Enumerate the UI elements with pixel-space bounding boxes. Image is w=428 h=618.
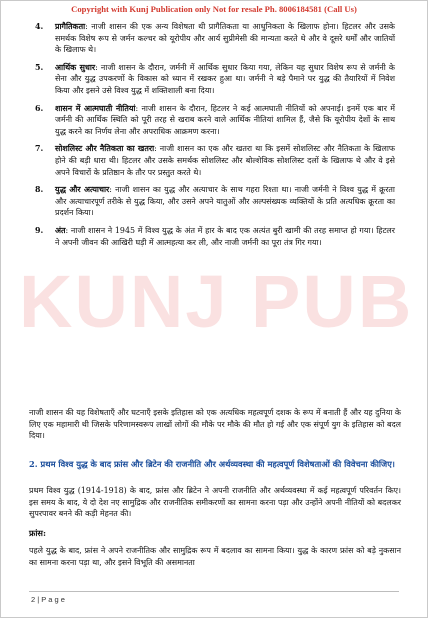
numbered-list bbox=[35, 21, 395, 254]
question-heading: 2. प्रथम विश्व युद्ध के बाद फ्रांस और ब्रिटेन की राजनीति और अर्थव्यवस्था की महत्वपूर्ण विशेषताओं की विवेचना कीजिए। bbox=[29, 459, 395, 469]
item-body bbox=[55, 103, 395, 138]
item-body bbox=[55, 62, 395, 97]
list-item bbox=[35, 103, 395, 138]
summary-paragraph: नाजी शासन की यह विशेषताएँ और घटनाएँ इसके इतिहास को एक अत्यधिक महत्वपूर्ण दशक के रूप में बनाती हैं और यह दुनिया के लिए एक महामारी थी जिसके परिणामस्वरूप लाखों लोगों की मौके पर मौके की मौत हो गई और एक संपूर्ण युग के इतिहास को बदल दिया। bbox=[29, 408, 401, 441]
page-number-footer: 2 | P a g e bbox=[31, 595, 65, 604]
france-paragraph: पहले युद्ध के बाद, फ्रांस ने अपने राजनीतिक और सामुद्रिक रूप में बदलाव का सामना किया। युद्ध के कारण फ्रांस को बड़े नुकसान का सामना करना पड़ा था, और इसने विभूति की असमानता bbox=[29, 546, 401, 567]
list-item bbox=[35, 21, 395, 56]
item-number: 4. bbox=[35, 22, 44, 31]
item-term: शासन में आत्मघाती नीतियां bbox=[55, 103, 136, 113]
item-text: : नाजी शासन के दौरान, जर्मनी में आर्थिक सुधार किया गया, लेकिन यह सुधार विशेष रूप से जर्मनी के सेना और युद्ध उपकरणों के विकास को ध्यान में रखकर हुआ था। जर्मनी ने बड़े पैमाने पर युद्ध की तैयारियों में निवेश किया और इसने उसे विश्व युद्ध में शक्तिशाली बना दिया। bbox=[55, 62, 395, 95]
copyright-header: Copyright with Kunj Publication only Not for resale Ph. 8006184581 (Call Us) bbox=[71, 4, 357, 14]
answer-intro-paragraph: प्रथम विश्व युद्ध (1914-1918) के बाद, फ्रांस और ब्रिटेन ने अपनी राजनीति और अर्थव्यवस्था में कई महत्वपूर्ण परिवर्तन किए। इस समय के बाद, ये दो देश नए सामुद्रिक और राजनीतिक समीकरणों का सामना करना पड़ा और उन्होंने अपनी नीतियों को बदलकर सुपरपावर बनने की कड़ी मेहनत की। bbox=[29, 486, 401, 519]
item-text: : नाजी शासन ने 1945 में विश्व युद्ध के अंत में हार के बाद एक अत्यंत बुरी खामी की तरह समाप्त हो गया। हिटलर ने अपनी जीवन की आखिरी घड़ी में आत्महत्या कर ली, और नाजी जर्मनी का पूरा तंत्र गिर गया। bbox=[55, 225, 395, 247]
item-term: आर्थिक सुधार bbox=[55, 62, 96, 72]
item-text: : नाजी शासन की एक अन्य विशेषता थी प्रागैतिकता या आधुनिकता के खिलाफ होना। हिटलर और उसके समर्थक विशेष रूप से जर्मन कल्चर को यूरोपीय और आर्य सुप्रीमेसी की मान्यता करते थे और वे दूसरे धर्मों और जातियों के खिलाफ थे। bbox=[55, 22, 395, 55]
item-text: : नाजी शासन का एक और खतरा था कि इसमें सोशलिस्ट और नैतिकता के खिलाफ होने की बड़ी धारा थी। हिटलर और उसके समर्थक सोशलिस्ट और बोल्शेविक सोशलिस्ट दलों के खिलाफ थे और वे इसे अपने विचारों के प्रतिष्ठान के तौर पर प्रस्तुत करते थे। bbox=[55, 144, 395, 177]
item-number: 5. bbox=[35, 62, 44, 72]
subheading-france: फ्रांस: bbox=[29, 528, 46, 538]
item-text: : नाजी शासन के दौरान, हिटलर ने कई आत्मघाती नीतियों को अपनाई। इनमें एक बार में जर्मनी की आर्थिक स्थिति को पूरी तरह से खराब करने वाले आर्थिक नीतियां शामिल हैं, जैसे कि यूरोपीय देशों के साथ युद्ध करने का निर्णय लेना और अपराधिक आक्रमण करना। bbox=[55, 103, 396, 136]
footer-divider bbox=[29, 591, 399, 592]
list-item bbox=[35, 62, 395, 97]
item-number: 8. bbox=[35, 185, 44, 195]
item-term: प्रागैतिकता bbox=[55, 22, 86, 31]
item-text: : नाजी शासन का युद्ध और अत्याचार के साथ गहरा रिश्ता था। नाजी जर्मनी ने विश्व युद्ध में क्रूरता और अत्याचारपूर्ण तरीके से युद्ध किया, और उसने अपने यातुओं और अल्पसंख्यक व्यक्तियों के प्रति अत्यधिक क्रूरता का प्रदर्शन किया। bbox=[55, 185, 395, 218]
item-body bbox=[55, 225, 395, 248]
watermark-logo: KUNJ PUB bbox=[19, 260, 414, 343]
item-term: युद्ध और अत्याचार bbox=[55, 185, 110, 195]
list-item bbox=[35, 225, 395, 248]
item-number: 7. bbox=[35, 144, 44, 154]
item-term: सोशलिस्ट और नैतिकता का खतरा bbox=[55, 144, 155, 154]
item-body bbox=[55, 184, 395, 219]
item-number: 6. bbox=[35, 103, 44, 113]
item-number: 9. bbox=[35, 225, 44, 235]
item-term: अंत bbox=[55, 225, 66, 235]
list-item bbox=[35, 143, 395, 178]
item-body bbox=[55, 21, 395, 56]
item-body bbox=[55, 143, 395, 178]
list-item bbox=[35, 184, 395, 219]
